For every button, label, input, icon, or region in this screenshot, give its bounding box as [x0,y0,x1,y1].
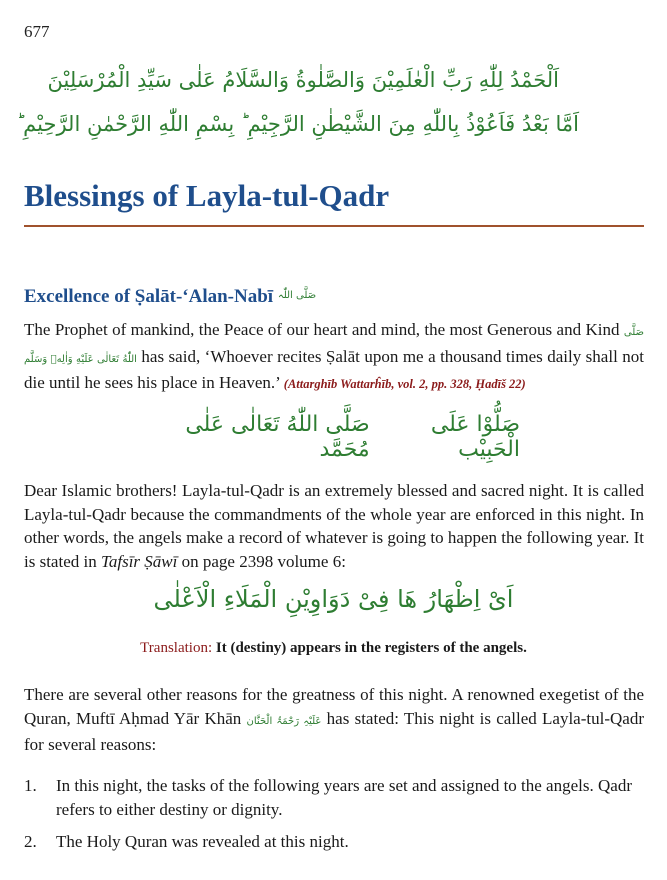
book-title: Tafsīr Ṣāwī [100,551,178,571]
chapter-title: Blessings of Layla-tul-Qadr [24,178,390,213]
list-number: 2. [24,832,37,851]
paragraph-text: Dear Islamic brothers! Layla-tul-Qadr is an extremely blessed and sacred night. It is called Layla-tul-Qadr because the commandments of the whole year are enforced in this night. In other words, the angels make a record of whatever is going to happen the following year. It is stated in [24,481,644,571]
translation-text: It (destiny) appears in the registers of the angels. [212,640,527,656]
arabic-opening-line-1: اَلْحَمْدُ لِلّٰهِ رَبِّ الْعٰلَمِيْنَ وَالصَّلٰوةُ وَالسَّلَامُ عَلٰى سَيِّدِ الْمُرْسَلِيْنَ [47,68,559,92]
durood-left: صَلَّى اللّٰهُ تَعَالٰى عَلٰى مُحَمَّد [185,412,370,462]
paragraph-text: The Prophet of mankind, the Peace of our heart and mind, the most Generous and Kind [24,320,624,339]
list-item [24,830,644,854]
page-number: 677 [24,22,50,41]
section-heading-text: Excellence of Ṣalāt-‘Alan-Nabī [24,286,274,307]
honorific-calligraphy: صَلَّی اللّٰہ [277,290,317,301]
honorific-calligraphy: صَلَّى اللّٰهُ تَعَالٰى عَلَيْهِ وَاٰلِهٖ وَسَلَّم [24,327,644,365]
paragraph-hadith [24,318,644,397]
list-item [24,774,644,821]
list-text: The Holy Quran was revealed at this night. [56,832,349,851]
arabic-opening-line-2: اَمَّا بَعْدُ فَاَعُوْذُ بِاللّٰهِ مِنَ الشَّيْطٰنِ الرَّجِيْمِ ؕ بِسْمِ اللّٰهِ الرَّحْمٰنِ الرَّحِيْمِ ؕ [16,112,579,136]
paragraph-text: has said, ‘Whoever recites Ṣalāt upon me a thousand times daily shall not die until he sees his place in Heaven.’ [24,346,644,392]
translation [0,640,667,657]
title-divider [24,225,644,227]
paragraph-text: There are several other reasons for the greatness of this night. A renowned exegetist of the Quran, Muftī Aḥmad Yār Khān [24,685,644,728]
durood-right: صَلُّوْا عَلَى الْحَبِيْب [430,412,520,462]
list-text: In this night, the tasks of the following years are set and assigned to the angels. Qadr refers to either destiny or dignity. [56,776,632,819]
paragraph-reasons [24,683,644,757]
section-heading [24,286,316,308]
paragraph-text: has stated: This night is called Layla-tul-Qadr for several reasons: [24,708,644,754]
durood-line [140,412,520,462]
translation-label: Translation: [140,640,213,656]
paragraph-layla-tul-qadr [24,479,644,573]
honorific-calligraphy: عَلَیْہِ رَحْمَۃُ الْحَنَّان [246,715,322,727]
arabic-quote: اَیْ اِظْھَارُ ھَا فِیْ دَوَاوِیْنِ الْمَلَاءِ الْاَعْلٰی [153,585,514,613]
paragraph-text: on page 2398 volume 6: [177,551,346,571]
list-number: 1. [24,776,37,795]
citation: (Attarghīb Wattarĥīb, vol. 2, pp. 328, Ḥadīš 22) [283,377,526,391]
